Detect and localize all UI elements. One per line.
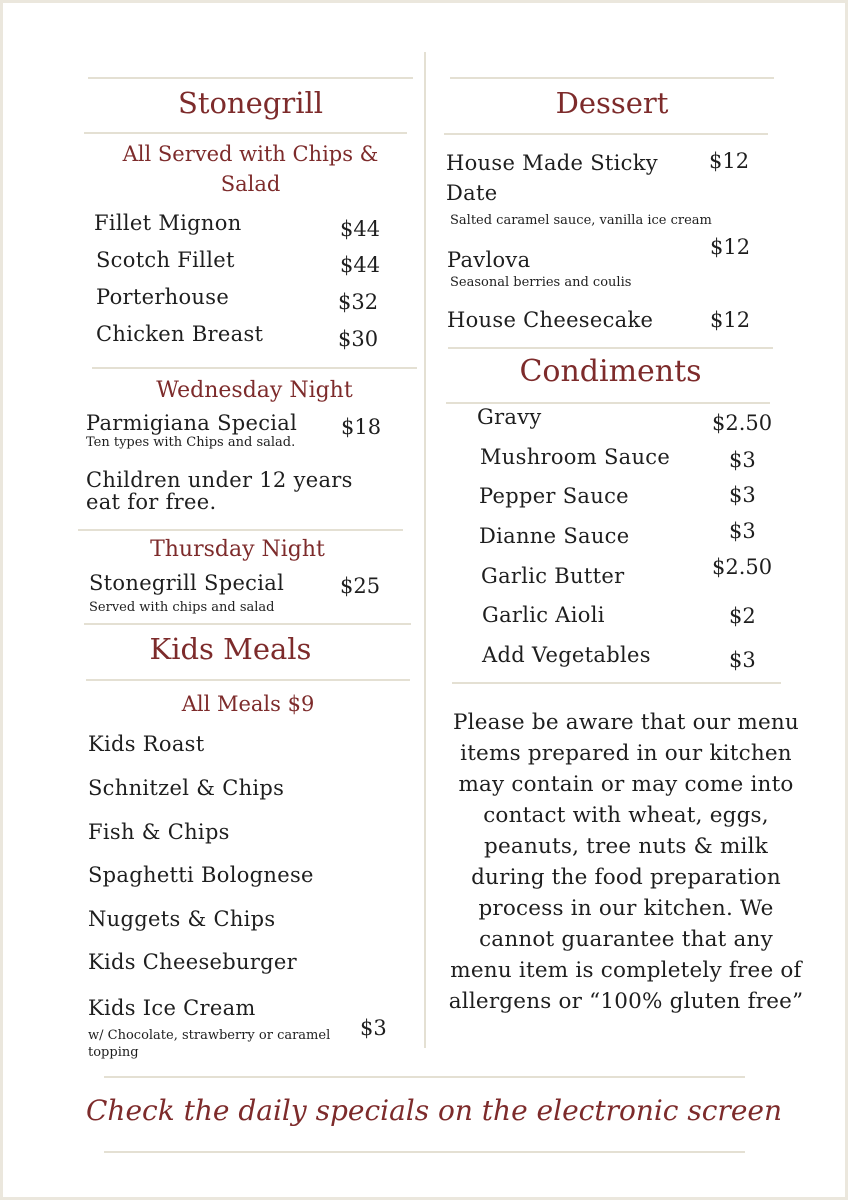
condiment-price: $3 bbox=[729, 519, 756, 543]
thursday-title: Thursday Night bbox=[150, 537, 325, 562]
dessert-item-desc: Salted caramel sauce, vanilla ice cream bbox=[450, 213, 712, 228]
condiment-name: Dianne Sauce bbox=[479, 524, 630, 548]
dessert-item-price: $12 bbox=[709, 149, 750, 173]
special-item-price: $25 bbox=[340, 574, 381, 598]
kids-ice-cream-price: $3 bbox=[360, 1016, 387, 1040]
allergen-notice: Please be aware that our menu items prepared in our kitchen may contain or may come into contact with wheat, eggs, peanuts, tree nuts & milk during the food preparation process in our kitchen. We cannot guarantee that any menu item is completely free of allergens or “100% gluten free” bbox=[448, 710, 804, 1014]
condiment-name: Pepper Sauce bbox=[479, 484, 629, 508]
kids-meals-subtitle: All Meals $9 bbox=[181, 692, 315, 716]
kids-meals-title: Kids Meals bbox=[149, 632, 312, 666]
kids-ice-cream-name: Kids Ice Cream bbox=[88, 996, 256, 1020]
menu-item-price: $30 bbox=[338, 327, 379, 351]
condiment-name: Gravy bbox=[477, 405, 542, 429]
condiment-price: $2.50 bbox=[712, 555, 773, 579]
divider bbox=[86, 679, 410, 681]
dessert-item-desc: Seasonal berries and coulis bbox=[450, 275, 632, 290]
special-item-desc: Served with chips and salad bbox=[89, 600, 275, 615]
stonegrill-title: Stonegrill bbox=[177, 86, 324, 120]
special-item-price: $18 bbox=[341, 415, 382, 439]
kids-item: Schnitzel & Chips bbox=[88, 776, 285, 800]
column-divider bbox=[424, 52, 426, 1048]
stonegrill-subtitle-line1: All Served with Chips & bbox=[122, 142, 379, 166]
condiments-title: Condiments bbox=[519, 354, 702, 389]
menu-item-name: Chicken Breast bbox=[96, 322, 264, 346]
condiment-name: Garlic Aioli bbox=[482, 603, 605, 627]
divider bbox=[448, 347, 773, 349]
menu-item-name: Fillet Mignon bbox=[94, 211, 242, 235]
condiment-price: $2 bbox=[729, 604, 756, 628]
condiment-name: Garlic Butter bbox=[481, 564, 625, 588]
condiment-price: $2.50 bbox=[712, 411, 773, 435]
menu-item-price: $32 bbox=[338, 290, 379, 314]
dessert-item-name-line1: Pavlova bbox=[447, 248, 531, 272]
dessert-item-price: $12 bbox=[710, 308, 751, 332]
children-note-line2: eat for free. bbox=[86, 490, 217, 514]
special-item-name: Parmigiana Special bbox=[86, 411, 298, 435]
divider bbox=[446, 402, 770, 404]
condiment-price: $3 bbox=[729, 483, 756, 507]
dessert-title: Dessert bbox=[555, 86, 669, 120]
special-item-name: Stonegrill Special bbox=[89, 571, 285, 595]
kids-ice-cream-desc-line1: w/ Chocolate, strawberry or caramel bbox=[88, 1028, 331, 1043]
divider bbox=[84, 623, 411, 625]
wednesday-title: Wednesday Night bbox=[156, 378, 353, 403]
kids-item: Nuggets & Chips bbox=[88, 907, 276, 931]
special-item-desc: Ten types with Chips and salad. bbox=[86, 435, 296, 450]
footer-message: Check the daily specials on the electronic screen bbox=[86, 1094, 782, 1127]
divider bbox=[444, 133, 768, 135]
dessert-item-name-line2: Date bbox=[446, 181, 498, 205]
dessert-item-name-line1: House Made Sticky bbox=[446, 151, 658, 175]
condiment-name: Add Vegetables bbox=[482, 643, 651, 667]
divider bbox=[452, 682, 781, 684]
divider bbox=[88, 77, 413, 79]
divider bbox=[104, 1076, 745, 1078]
menu-item-name: Porterhouse bbox=[96, 285, 230, 309]
menu-item-price: $44 bbox=[340, 253, 381, 277]
divider bbox=[84, 132, 407, 134]
stonegrill-subtitle-line2: Salad bbox=[220, 172, 281, 196]
kids-ice-cream-desc-line2: topping bbox=[88, 1045, 139, 1060]
divider bbox=[78, 529, 403, 531]
menu-item-name: Scotch Fillet bbox=[96, 248, 235, 272]
kids-item: Spaghetti Bolognese bbox=[88, 863, 314, 887]
kids-item: Fish & Chips bbox=[88, 820, 230, 844]
condiment-price: $3 bbox=[729, 648, 756, 672]
kids-item: Kids Cheeseburger bbox=[88, 950, 297, 974]
condiment-name: Mushroom Sauce bbox=[480, 445, 671, 469]
condiment-price: $3 bbox=[729, 448, 756, 472]
dessert-item-price: $12 bbox=[710, 235, 751, 259]
menu-item-price: $44 bbox=[340, 217, 381, 241]
children-note-line1: Children under 12 years bbox=[86, 468, 353, 492]
divider bbox=[450, 77, 774, 79]
divider bbox=[92, 367, 417, 369]
kids-item: Kids Roast bbox=[88, 732, 205, 756]
divider bbox=[104, 1151, 745, 1153]
dessert-item-name-line1: House Cheesecake bbox=[447, 308, 654, 332]
